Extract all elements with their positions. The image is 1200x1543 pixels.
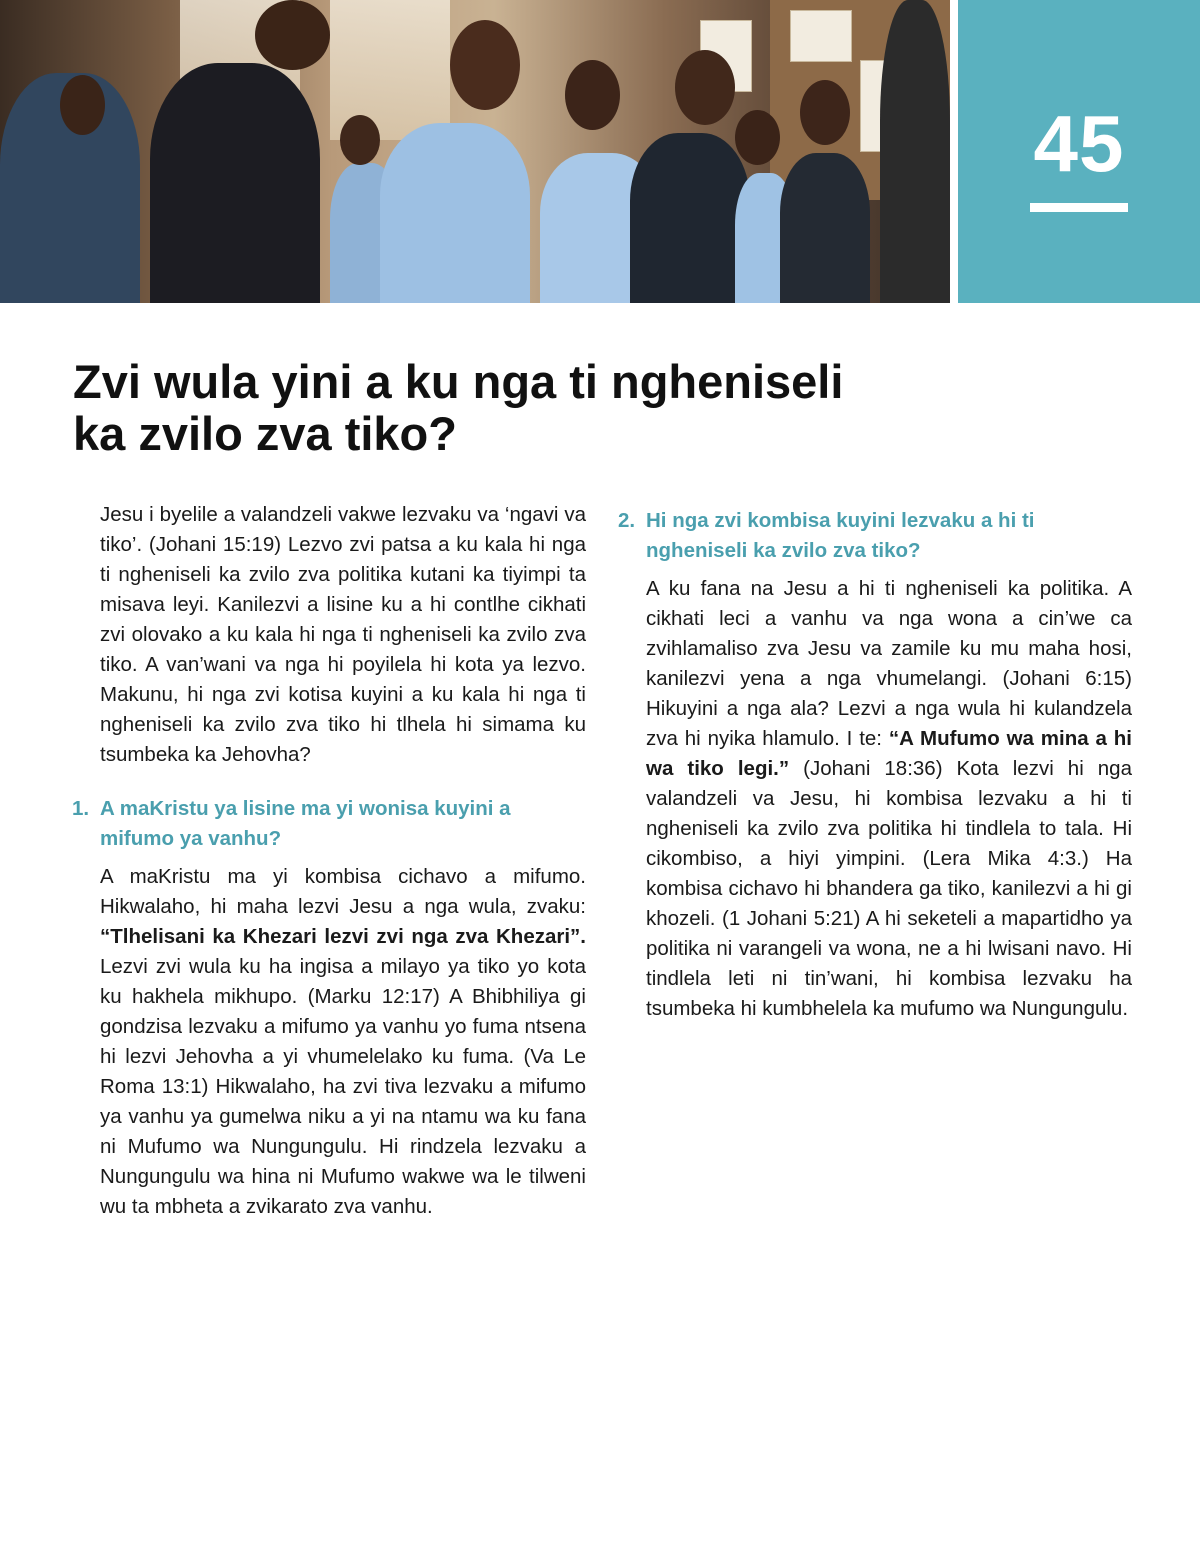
lesson-number: 45 bbox=[1033, 99, 1125, 188]
head bbox=[800, 80, 850, 145]
head bbox=[565, 60, 620, 130]
head bbox=[735, 110, 780, 165]
question-text: A maKristu ya lisine ma yi wonisa kuyini a mifumo ya vanhu? bbox=[100, 797, 511, 850]
answer-scripture-quote: “A Mufumo wa mina a hi wa tiko legi.” bbox=[646, 727, 1132, 780]
person bbox=[150, 63, 320, 303]
section-question bbox=[618, 506, 1132, 566]
lesson-title bbox=[73, 356, 973, 460]
poster bbox=[790, 10, 852, 62]
section-question bbox=[72, 794, 586, 854]
answer-text: A ku fana na Jesu a hi ti ngheniseli ka politika. A cikhati leci a vanhu va nga wona a cin’we ca zvihlamaliso zva Jesu va zamile ku mu maha hosi, kanilezvi yena a nga vhumelangi. (Johani 6:15) Hikuyini a nga ala? Lezvi a nga wula hi kulandzela zva hi nyika hlamulo. I te: bbox=[646, 577, 1132, 750]
answer-text: (Johani 18:36) Kota lezvi hi nga valandzeli va Jesu, hi kombisa lezvaku a hi ti ngheniseli ka zvilo zva politika hi tindlela to tala. Hi cikombiso, a hiyi yimpini. (Lera Mika 4:3.) Ha kombisa cichavo hi bhandera ga tiko, kanilezvi a hi gi khozeli. (1 Johani 5:21) A hi seketeli a mapartidho ya politika ni varangeli va wona, ne a hi lwisani navo. Hi tindlela leti ni tin’wani, hi kombisa lezvaku ha tsumbeka hi kumbhelela ka mufumo wa Nungungulu. bbox=[646, 757, 1132, 1020]
question-text: Hi nga zvi kombisa kuyini lezvaku a hi ti ngheniseli ka zvilo zva tiko? bbox=[646, 509, 1035, 562]
title-line-1: Zvi wula yini a ku nga ti ngheniseli bbox=[73, 355, 844, 408]
head bbox=[675, 50, 735, 125]
left-column bbox=[72, 500, 586, 1222]
person bbox=[630, 133, 750, 303]
intro-paragraph: Jesu i byelile a valandzeli vakwe lezvaku va ‘ngavi va tiko’. (Johani 15:19) Lezvo zvi patsa a ku kala hi nga ti ngheniseli ka zvilo zva politika kutani ka tiyimpi ta misava leyi. Kanilezvi a lisine ku a hi contlhe cikhati zvi olovako a ku kala hi nga ti ngheniseli ka zvilo zva tiko. A van’wani va nga hi poyilela hi kota ya lezvo. Makunu, hi nga zvi kotisa kuyini a ku kala hi nga ti ngheniseli ka zvilo zva tiko hi tlhela hi simama ku tsumbeka ka Jehovha? bbox=[100, 503, 586, 766]
head bbox=[255, 0, 330, 70]
question-number: 1. bbox=[72, 797, 90, 820]
answer-text: Lezvi zvi wula ku ha ingisa a milayo ya tiko yo kota ku hakhela mikhupo. (Marku 12:17) A Bhibhiliya gi gondzisa lezvaku a mifumo ya vanhu yo fuma ntsena hi lezvi Jehovha a yi vhumelelako ku fuma. (Va Le Roma 13:1) Hikwalaho, ha zvi tiva lezvaku a mifumo ya vanhu ya gumelwa niku a yi na ntamu wa ku fana ni Mufumo wa Nungungulu. Hi rindzela lezvaku a Nungungulu wa hina ni Mufumo wakwe wa le tilweni wu ta mbheta a zvikarato zva vanhu. bbox=[100, 955, 586, 1218]
answer-scripture-quote: “Tlhelisani ka Khezari lezvi zvi nga zva Khezari”. bbox=[100, 925, 586, 948]
person bbox=[880, 0, 950, 303]
person bbox=[380, 123, 530, 303]
head bbox=[60, 75, 105, 135]
badge-underline bbox=[1030, 203, 1128, 212]
head bbox=[450, 20, 520, 110]
section-answer bbox=[100, 862, 586, 1222]
section-answer bbox=[646, 574, 1132, 1024]
right-column bbox=[618, 500, 1132, 1024]
person bbox=[780, 153, 870, 303]
question-number: 2. bbox=[618, 509, 636, 532]
answer-text: A maKristu ma yi kombisa cichavo a mifumo. Hikwalaho, hi maha lezvi Jesu a nga wula, zvaku: bbox=[100, 865, 586, 918]
head bbox=[340, 115, 380, 165]
title-line-2: ka zvilo zva tiko? bbox=[73, 407, 457, 460]
hero-photo bbox=[0, 0, 950, 303]
lesson-number-badge bbox=[958, 0, 1200, 303]
